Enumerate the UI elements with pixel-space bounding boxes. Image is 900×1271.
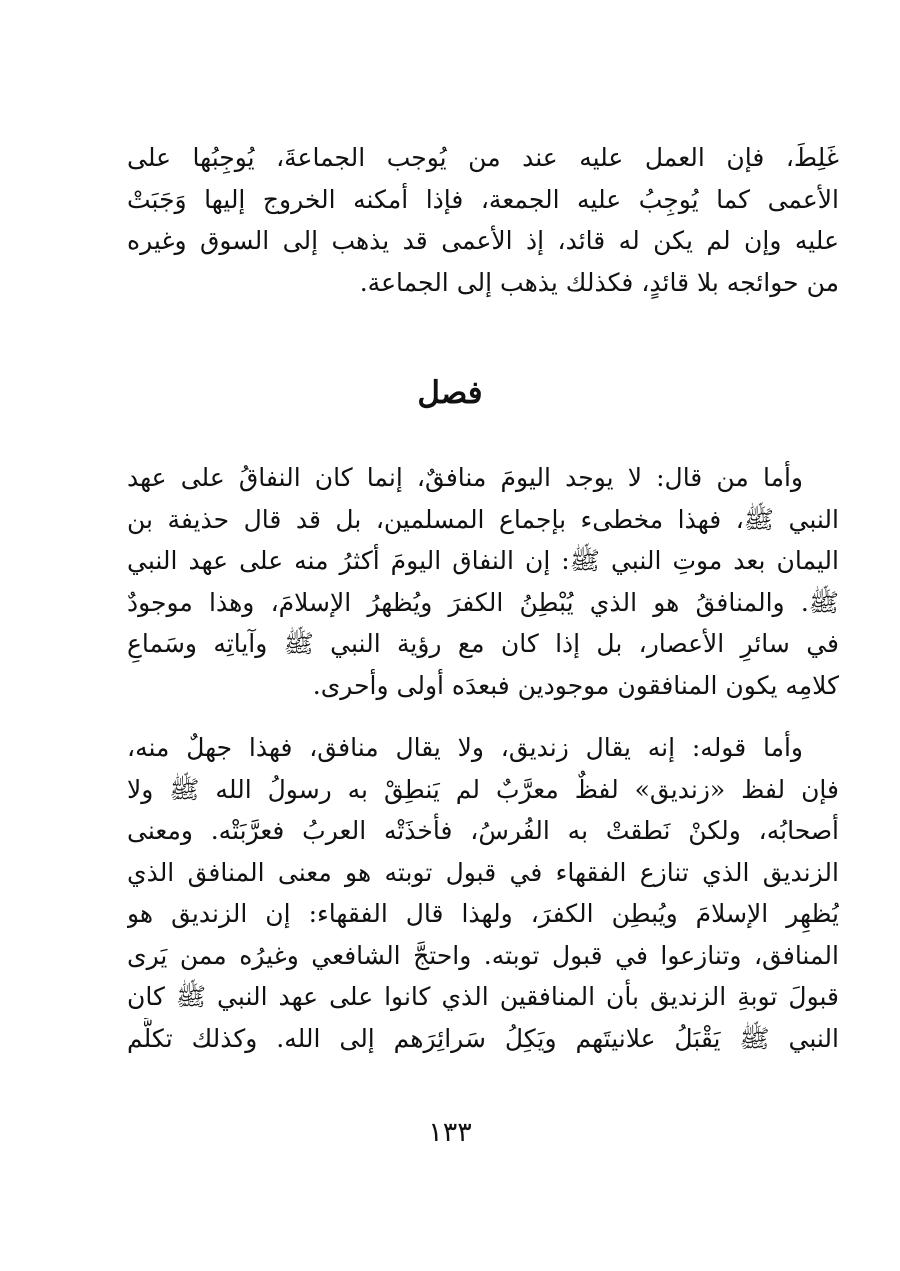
text-line: النبي ﷺ، فهذا مخطىء بإجماع المسلمين، بل قد قال حذيفة بن [127, 504, 839, 534]
text-line: يُظهِر الإسلامَ ويُبطِن الكفرَ، ولهذا قال الفقهاء: إن الزنديق هو [127, 899, 839, 928]
text-line: من حوائجه بلا قائدٍ، فكذلك يذهب إلى الجماعة. [359, 267, 839, 297]
text-line: النبي ﷺ يَقْبَلُ علانيتَهم ويَكِلُ سَرائِرَهم إلى الله. وكذلك تكلَّم [127, 1023, 839, 1053]
text-line: الأعمى كما يُوجِبُ عليه الجمعة، فإذا أمكنه الخروج إليها وَجَبَتْ [127, 184, 839, 214]
text-line: الزنديق الذي تنازع الفقهاء في قبول توبته هو معنى المنافق الذي [127, 857, 839, 887]
text-line: المنافق، وتنازعوا في قبول توبته. واحتجَّ الشافعي وغيرُه ممن يَرى [127, 940, 839, 970]
text-line: وأما قوله: إنه يقال زنديق، ولا يقال منافق، فهذا جهلٌ منه، [127, 733, 803, 762]
text-line: فإن لفظ «زنديق» لفظٌ معرَّبٌ لم يَنطِقْ به رسولُ الله ﷺ ولا [127, 774, 839, 804]
text-line: في سائرِ الأعصار، بل إذا كان مع رؤية النبي ﷺ وآياتِه وسَماعِ [127, 629, 839, 658]
text-line: ﷺ. والمنافقُ هو الذي يُبْطِنُ الكفرَ ويُظهرُ الإسلامَ، وهذا موجودٌ [127, 587, 839, 617]
paragraph-1 [127, 137, 839, 303]
text-line: قبولَ توبةِ الزنديق بأن المنافقين الذي كانوا على عهد النبي ﷺ كان [127, 982, 839, 1011]
section-heading: فصل [417, 375, 483, 411]
text-line: وأما من قال: لا يوجد اليومَ منافقٌ، إنما كان النفاقُ على عهد [127, 463, 803, 492]
text-line: اليمان بعد موتِ النبي ﷺ: إن النفاق اليومَ أكثرُ منه على عهد النبي [127, 546, 839, 575]
text-line: كلامِه يكون المنافقون موجودين فبعدَه أولى وأحرى. [312, 670, 839, 700]
text-line: عليه وإن لم يكن له قائد، إذ الأعمى قد يذهب إلى السوق وغيره [127, 226, 839, 255]
text-line: أصحابُه، ولكنْ نَطقتْ به الفُرسُ، فأخذَتْه العربُ فعرَّبَتْه. ومعنى [127, 816, 839, 845]
text-line: غَلِطَ، فإن العمل عليه عند من يُوجب الجماعةَ، يُوجِبُها على [127, 143, 839, 172]
paragraph-2 [127, 457, 839, 706]
paragraph-3 [127, 727, 839, 1059]
page-number: ١٣٣ [428, 1117, 472, 1148]
